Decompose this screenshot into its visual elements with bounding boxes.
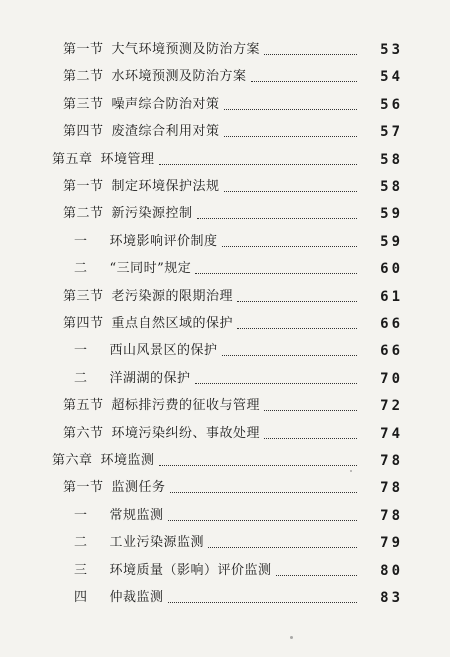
toc-dot-leader [195,273,357,274]
toc-entry [63,285,403,305]
toc-entry-label [74,234,218,250]
toc-entry-label [63,426,260,442]
toc-entry-title: 西山风景区的保护 [109,343,218,359]
toc-page-number: 61 [380,288,403,305]
toc-entry [63,476,403,496]
toc-dot-leader [224,191,357,192]
toc-entry-label [52,152,155,168]
toc-page-number: 54 [380,69,403,86]
toc-entry [52,449,403,469]
toc-page-number: 56 [380,96,403,113]
toc-entry [74,531,403,551]
toc-page-number: 66 [380,343,403,360]
toc-entry-number: 第四节 [63,124,104,140]
toc-dot-leader [222,355,357,356]
toc-entry-label [52,453,155,469]
toc-entry-title: 噪声综合防治对策 [111,96,220,112]
toc-entry-number: 第二节 [63,206,104,222]
toc-entry [74,559,403,579]
toc-entry-title: “三同时”规定 [109,261,192,277]
toc-entry-title: 环境监测 [100,453,155,468]
toc-entry-number: 第一节 [63,179,104,194]
toc-entry-label [74,343,218,359]
toc-entry-label [63,316,233,332]
toc-dot-leader [224,109,357,110]
toc-entry-title: 制定环境保护法规 [111,179,220,194]
toc-entry-number: 第三节 [63,96,104,112]
toc-entry-label [63,179,220,195]
toc-entry-number: 三 [74,562,88,578]
toc-dot-leader [159,465,357,466]
toc-dot-leader [197,218,357,219]
toc-entry-label [63,124,220,140]
toc-entry-number: 第六章 [52,453,93,468]
toc-entry-label [63,97,220,113]
toc-entry-number: 二 [74,370,88,386]
paper-speck [290,636,293,639]
toc-dot-leader [159,164,357,165]
toc-entry-number: 第六节 [63,425,104,441]
toc-entry-number: 二 [74,535,88,551]
toc-entry-label [74,508,164,524]
toc-dot-leader [170,492,357,493]
toc-entry-title: 环境影响评价制度 [109,233,218,249]
toc-entry-title: 废渣综合利用对策 [111,124,220,140]
toc-entry-label [63,206,193,222]
toc-entry [63,93,403,113]
toc-entry-number: 四 [74,590,88,605]
toc-entry-label [74,590,164,606]
toc-entry-label [63,289,233,305]
toc-dot-leader [222,246,357,247]
toc-dot-leader [264,410,357,411]
toc-entry-label [74,371,191,387]
toc-page-number: 58 [380,179,403,195]
toc-entry [74,367,403,387]
toc-entry-number: 一 [74,343,88,359]
toc-dot-leader [276,575,357,576]
toc-page-number: 74 [380,425,403,442]
toc-page-number: 80 [380,562,403,579]
toc-dot-leader [195,383,357,384]
toc-entry [74,230,403,250]
toc-entry [63,394,403,414]
toc-entry [63,422,403,442]
toc-entry [63,312,403,332]
toc-entry [74,257,403,277]
toc-entry [63,175,403,195]
toc-entry [74,339,403,359]
toc-entry [63,65,403,85]
toc-page-number: 79 [380,535,403,552]
toc-dot-leader [168,602,357,603]
toc-entry-number: 第三节 [63,288,104,304]
paper-speck [350,470,352,472]
toc-entry-title: 工业污染源监测 [109,535,205,551]
toc-page-number: 78 [380,507,403,524]
toc-page-number: 70 [380,370,403,387]
toc-dot-leader [224,136,357,137]
toc-dot-leader [208,547,357,548]
toc-dot-leader [237,328,357,329]
toc-entry [63,202,403,222]
toc-page-number: 60 [380,261,403,278]
toc-entry-label [74,563,272,579]
toc-entry-title: 大气环境预测及防治方案 [111,42,261,57]
toc-entry-title: 环境污染纠纷、事故处理 [111,425,261,441]
toc-entry [63,38,403,58]
toc-entry-number: 第五章 [52,151,93,167]
toc-entry-title: 洋湖湖的保护 [109,370,191,386]
toc-entry-number: 第一节 [63,480,104,496]
toc-entry-label [74,535,204,551]
toc-page-number: 78 [380,480,403,497]
toc-entry-number: 第四节 [63,316,104,331]
toc-entry-number: 二 [74,261,88,277]
toc-entry-title: 老污染源的限期治理 [111,288,234,304]
toc-dot-leader [264,54,357,55]
toc-dot-leader [264,438,357,439]
toc-entry-number: 一 [74,507,88,523]
toc-entry-label [63,398,260,414]
toc-entry-label [63,480,166,496]
toc-dot-leader [251,81,357,82]
toc-entry-number: 一 [74,233,88,249]
toc-entry [63,120,403,140]
toc-entry [74,504,403,524]
toc-dot-leader [237,301,357,302]
toc-entry-label [63,42,260,58]
toc-dot-leader [168,520,357,521]
toc-page-number: 59 [380,233,403,250]
toc-entry-title: 超标排污费的征收与管理 [111,398,261,414]
toc-page-number: 72 [380,398,403,415]
toc-entry [52,148,403,168]
toc-entry-title: 水环境预测及防治方案 [111,69,247,85]
toc-entry-title: 重点自然区域的保护 [111,316,234,331]
toc-entry-number: 第一节 [63,42,104,57]
toc-page-number: 83 [380,590,403,606]
toc-entry-title: 环境管理 [100,151,155,167]
toc-page-number: 58 [380,151,403,168]
toc-entry-title: 常规监测 [109,507,164,523]
toc-entry-label [63,69,247,85]
toc-entry-title: 监测任务 [111,480,166,496]
toc-entry-number: 第五节 [63,398,104,414]
toc-page-number: 57 [380,124,403,141]
toc-entry-number: 第二节 [63,69,104,85]
toc-page-number: 66 [380,316,403,332]
toc-entry-title: 环境质量（影响）评价监测 [109,562,272,578]
toc-entry-title: 新污染源控制 [111,206,193,222]
toc-page-number: 78 [380,453,403,469]
toc-entry-title: 仲裁监测 [109,590,164,605]
toc-page-number: 53 [380,42,403,58]
toc-entry-label [74,261,191,277]
toc-page-number: 59 [380,206,403,223]
toc-entry [74,586,403,606]
